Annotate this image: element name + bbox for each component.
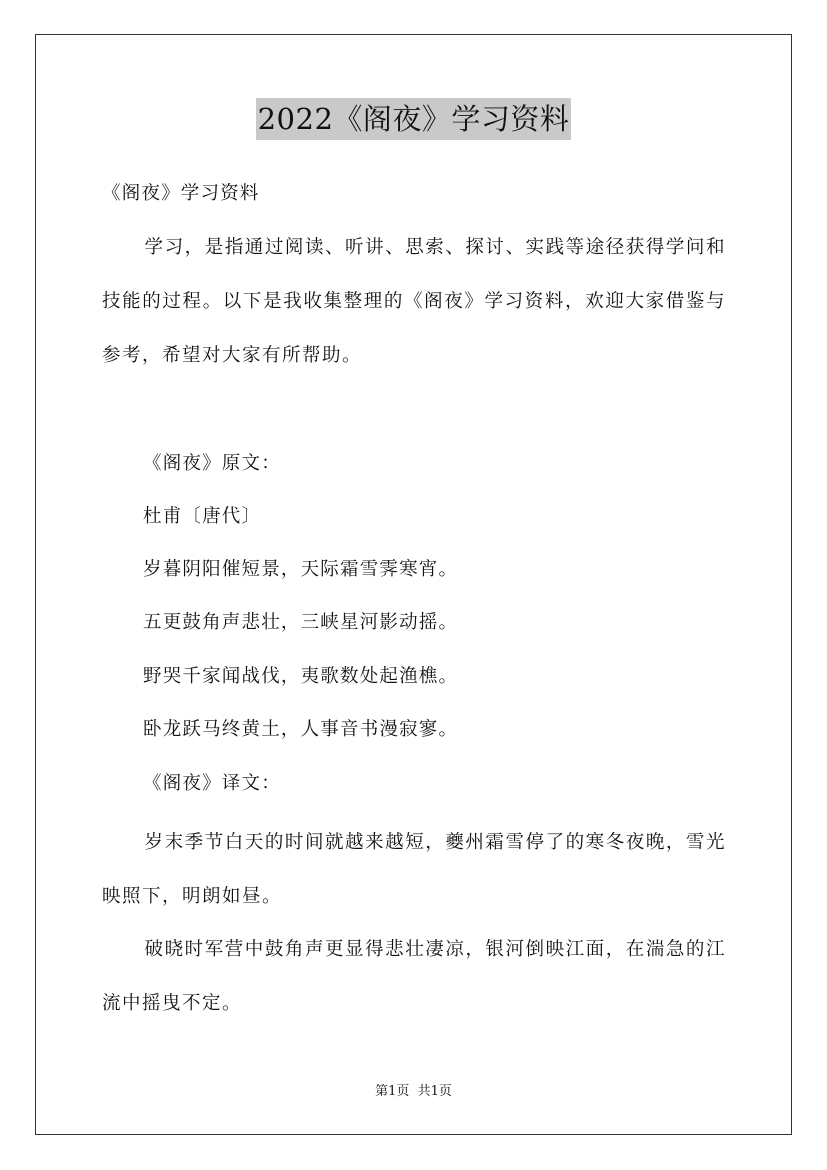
translation-heading: 《阁夜》译文： <box>143 773 281 794</box>
original-heading: 《阁夜》原文： <box>143 453 281 474</box>
translation-paragraph: 破晓时军营中鼓角声更显得悲壮凄凉，银河倒映江面，在湍急的江流中摇曳不定。 <box>102 939 726 1014</box>
poem-line: 野哭千家闻战伐，夷歌数处起渔樵。 <box>143 666 459 687</box>
poem-line: 卧龙跃马终黄土，人事音书漫寂寥。 <box>143 719 459 740</box>
intro-paragraph: 学习，是指通过阅读、听讲、思索、探讨、实践等途径获得学问和技能的过程。以下是我收集整理的《阁夜》学习资料，欢迎大家借鉴与参考，希望对大家有所帮助。 <box>102 237 726 366</box>
translation-paragraph: 岁末季节白天的时间就越来越短，夔州霜雪停了的寒冬夜晚，雪光映照下，明朗如昼。 <box>102 832 726 907</box>
page-number: 第1页 共1页 <box>375 1084 452 1099</box>
document-title[interactable]: 2022《阁夜》学习资料 <box>256 98 572 140</box>
poem-author: 杜甫〔唐代〕 <box>143 506 262 527</box>
poem-line: 五更鼓角声悲壮，三峡星河影动摇。 <box>143 612 459 633</box>
poem-line: 岁暮阴阳催短景，天际霜雪霁寒宵。 <box>143 559 459 580</box>
title-container <box>0 98 827 140</box>
subtitle: 《阁夜》学习资料 <box>102 183 260 204</box>
